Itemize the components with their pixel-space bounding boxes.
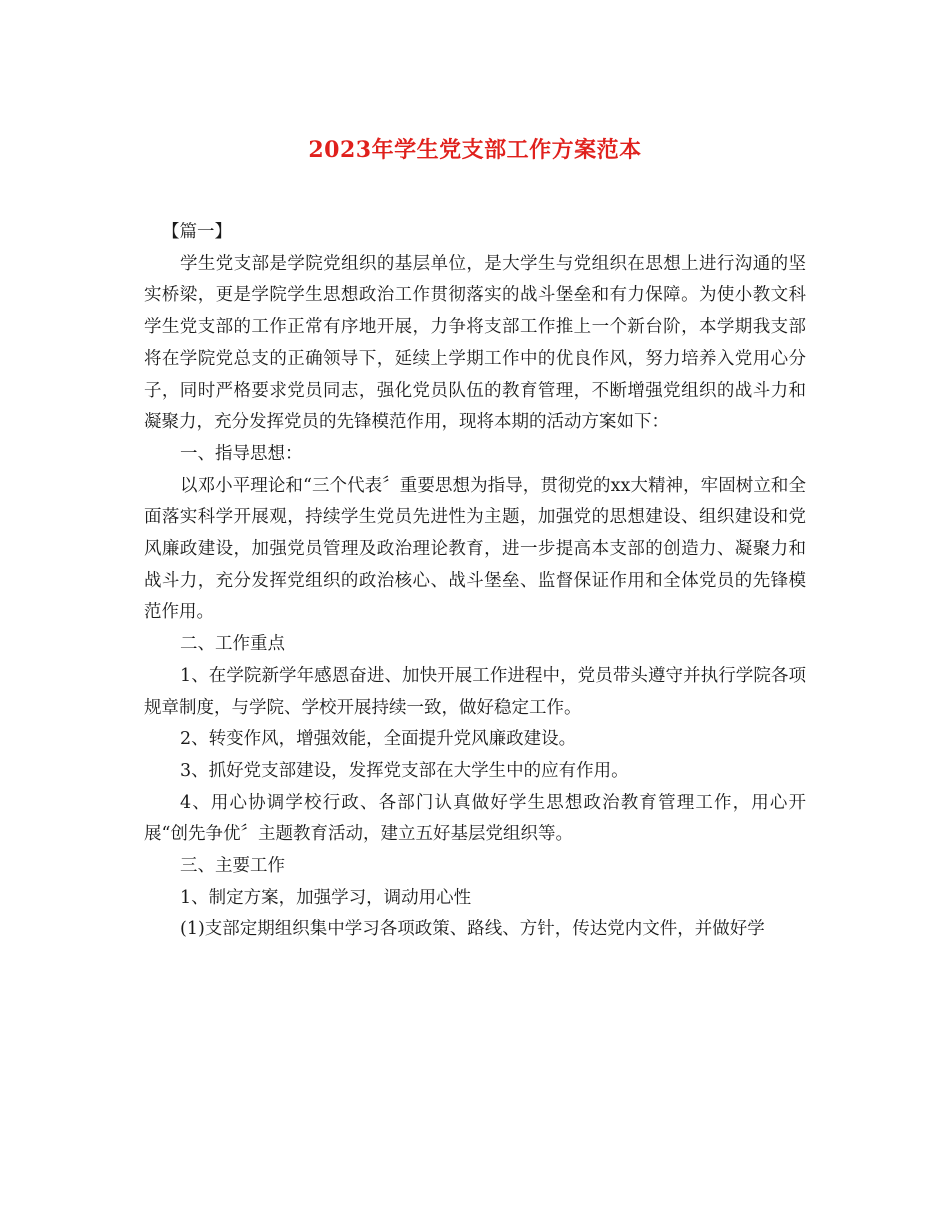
paragraph-main-work-1: 1、制定方案，加强学习，调动用心性 bbox=[180, 887, 472, 908]
section-label: 【篇一】 bbox=[162, 222, 232, 242]
document-body bbox=[144, 217, 806, 946]
paragraph-intro: 学生党支部是学院党组织的基层单位，是大学生与党组织在思想上进行沟通的坚实桥梁，更是学院学生思想政治工作贯彻落实的战斗堡垒和有力保障。为使小教文科学生党支部的工作正常有序地开展，力争将支部工作推上一个新台阶，本学期我支部将在学院党总支的正确领导下，延续上学期工作中的优良作风，努力培养入党用心分子，同时严格要求党员同志，强化党员队伍的教育管理，不断增强党组织的战斗力和凝聚力，充分发挥党员的先锋模范作用，现将本期的活动方案如下： bbox=[144, 253, 806, 433]
paragraph-focus-1: 1、在学院新学年感恩奋进、加快开展工作进程中，党员带头遵守并执行学院各项规章制度，与学院、学校开展持续一致，做好稳定工作。 bbox=[144, 665, 806, 718]
heading-main-work: 三、主要工作 bbox=[180, 856, 285, 877]
paragraph-focus-4: 4、用心协调学校行政、各部门认真做好学生思想政治教育管理工作，用心开展“创先争优〞主题教育活动，建立五好基层党组织等。 bbox=[144, 792, 806, 845]
document-title: 2023年学生党支部工作方案范本 bbox=[308, 137, 642, 163]
heading-work-focus: 二、工作重点 bbox=[180, 634, 285, 655]
paragraph-focus-2: 2、转变作风，增强效能，全面提升党风廉政建设。 bbox=[180, 729, 577, 750]
paragraph-focus-3: 3、抓好党支部建设，发挥党支部在大学生中的应有作用。 bbox=[180, 760, 629, 781]
heading-guiding-thought: 一、指导思想： bbox=[180, 443, 303, 464]
paragraph-guiding-thought: 以邓小平理论和“三个代表〞重要思想为指导，贯彻党的xx大精神，牢固树立和全面落实科学开展观，持续学生党员先进性为主题，加强党的思想建设、组织建设和党风廉政建设，加强党员管理及政治理论教育，进一步提高本支部的创造力、凝聚力和战斗力，充分发挥党组织的政治核心、战斗堡垒、监督保证作用和全体党员的先锋模范作用。 bbox=[144, 475, 806, 623]
paragraph-main-work-1-1: (1)支部定期组织集中学习各项政策、路线、方针，传达党内文件，并做好学 bbox=[180, 919, 765, 940]
